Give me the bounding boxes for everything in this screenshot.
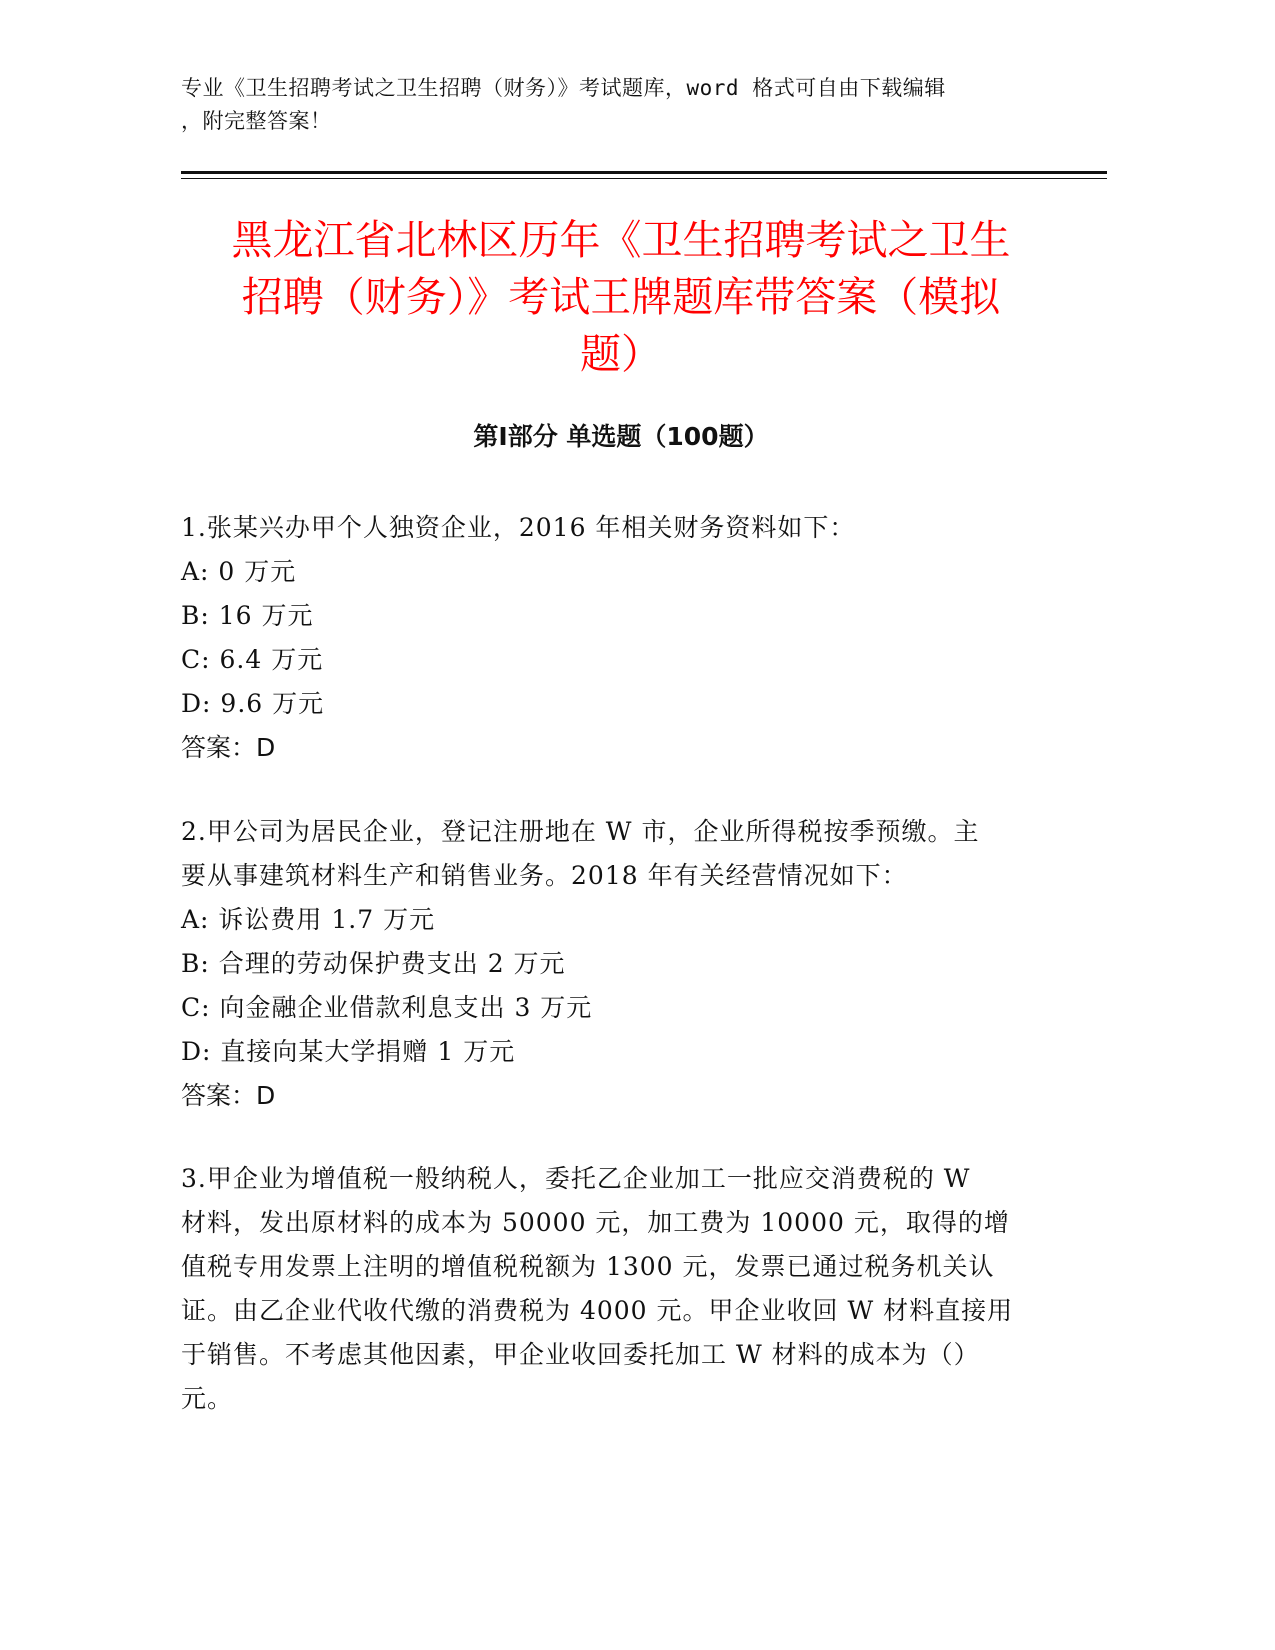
option-b: B: 合理的劳动保护费支出 2 万元 [181,949,566,978]
question-stem-line: 1.张某兴办甲个人独资企业，2016 年相关财务资料如下： [181,513,856,542]
option-c: C: 向金融企业借款利息支出 3 万元 [181,993,593,1022]
question-stem-line: 值税专用发票上注明的增值税税额为 1300 元，发票已通过税务机关认 [181,1252,995,1281]
option-a: A: 0 万元 [181,557,297,586]
question-1 [181,506,1041,770]
answer: 答案：D [181,1081,276,1110]
question-stem-line: 元。 [181,1384,234,1413]
question-stem-line: 要从事建筑材料生产和销售业务。2018 年有关经营情况如下： [181,861,908,890]
answer: 答案：D [181,733,276,762]
question-stem-line: 3.甲企业为增值税一般纳税人，委托乙企业加工一批应交消费税的 W [181,1164,971,1193]
option-b: B: 16 万元 [181,601,314,630]
question-stem-line: 材料，发出原材料的成本为 50000 元，加工费为 10000 元，取得的增 [181,1208,1010,1237]
document-title [181,212,1061,383]
question-2 [181,810,1041,1118]
document-title-line-2: 招聘（财务）》考试王牌题库带答案（模拟 [241,273,1001,321]
option-d: D: 直接向某大学捐赠 1 万元 [181,1037,516,1066]
header-rule-thick [181,171,1107,174]
option-c: C: 6.4 万元 [181,645,324,674]
document-title-line-1: 黑龙江省北林区历年《卫生招聘考试之卫生 [231,216,1011,264]
question-3 [181,1157,1041,1421]
question-stem-line: 2.甲公司为居民企业，登记注册地在 W 市，企业所得税按季预缴。主 [181,817,980,846]
option-a: A: 诉讼费用 1.7 万元 [181,905,436,934]
document-title-line-3: 题） [580,330,662,378]
question-stem-line: 证。由乙企业代收代缴的消费税为 4000 元。甲企业收回 W 材料直接用 [181,1296,1014,1325]
header-note [181,72,1051,138]
header-note-line-2: ，附完整答案！ [181,109,332,133]
header-rule-thin [181,178,1107,179]
section-heading: 第Ⅰ部分 单选题（100题） [473,422,769,451]
option-d: D: 9.6 万元 [181,689,325,718]
header-note-line-1: 专业《卫生招聘考试之卫生招聘（财务）》考试题库，word 格式可自由下载编辑 [181,76,946,100]
question-stem-line: 于销售。不考虑其他因素，甲企业收回委托加工 W 材料的成本为（） [181,1340,980,1369]
